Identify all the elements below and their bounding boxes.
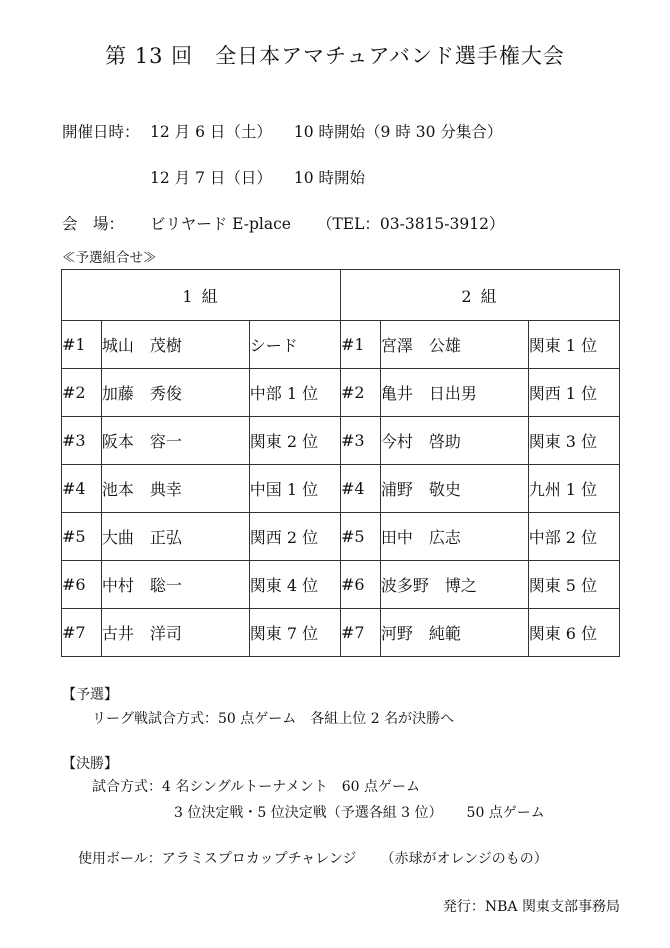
seed-cell: #4 [62, 465, 102, 513]
preliminary-rule [92, 708, 454, 728]
player-rank: 中部 2 位 [528, 513, 619, 561]
table-row [62, 369, 620, 417]
group-2-title: 2 組 [340, 270, 619, 321]
player-rank: 関東 1 位 [528, 321, 619, 369]
seed-cell: #6 [62, 561, 102, 609]
seed-cell: #1 [62, 321, 102, 369]
schedule-day2 [62, 166, 365, 188]
player-name: 亀井 日出男 [380, 369, 528, 417]
seed-cell: #5 [340, 513, 380, 561]
draw-heading: ≪予選組合せ≫ [62, 250, 157, 266]
player-name: 中村 聡一 [101, 561, 249, 609]
table-row [62, 513, 620, 561]
page-title: 第 13 回 全日本アマチュアバンド選手権大会 [105, 44, 565, 68]
table-row [62, 561, 620, 609]
venue-name: ビリヤード E-place [150, 215, 291, 233]
seed-cell: #3 [62, 417, 102, 465]
player-name: 浦野 敬史 [380, 465, 528, 513]
seed-cell: #7 [340, 609, 380, 657]
player-rank: 関東 6 位 [528, 609, 619, 657]
player-name: 古井 洋司 [101, 609, 249, 657]
player-rank: 関東 5 位 [528, 561, 619, 609]
player-name: 阪本 容一 [101, 417, 249, 465]
ball-note: （赤球がオレンジのもの） [380, 851, 548, 867]
player-name: 波多野 博之 [380, 561, 528, 609]
player-rank: 関東 2 位 [249, 417, 340, 465]
ball-label: 使用ボール： [78, 851, 162, 867]
final-format-main-game: 60 点ゲーム [341, 779, 421, 795]
player-name: 田中 広志 [380, 513, 528, 561]
day2-date: 12 月 7 日（日） [150, 169, 272, 187]
player-rank: 中部 1 位 [249, 369, 340, 417]
player-rank: シード [249, 321, 340, 369]
final-format-label: 試合方式： [92, 779, 162, 795]
seed-cell: #2 [340, 369, 380, 417]
player-rank: 関東 3 位 [528, 417, 619, 465]
seed-cell: #1 [340, 321, 380, 369]
day1-start: 10 時開始 [293, 123, 366, 141]
final-format-sub: 3 位決定戦・5 位決定戦（予選各組 3 位） [174, 805, 443, 821]
venue-label: 会 場： [62, 215, 125, 233]
seed-cell: #5 [62, 513, 102, 561]
preliminary-advance: 各組上位 2 名が決勝へ [310, 711, 455, 727]
final-rule-sub [174, 802, 545, 822]
player-rank: 関西 2 位 [249, 513, 340, 561]
table-row [62, 465, 620, 513]
venue-tel: （TEL：03-3815-3912） [316, 215, 505, 233]
seed-cell: #3 [340, 417, 380, 465]
ball-info [78, 848, 548, 868]
player-name: 大曲 正弘 [101, 513, 249, 561]
final-rule-main [92, 776, 420, 796]
player-rank: 中国 1 位 [249, 465, 340, 513]
final-heading: 【決勝】 [62, 756, 118, 772]
seed-cell: #7 [62, 609, 102, 657]
player-rank: 関東 4 位 [249, 561, 340, 609]
preliminary-format-game: 50 点ゲーム [218, 711, 297, 727]
day1-date: 12 月 6 日（土） [150, 123, 272, 141]
player-name: 城山 茂樹 [101, 321, 249, 369]
seed-cell: #6 [340, 561, 380, 609]
seed-cell: #4 [340, 465, 380, 513]
table-row [62, 609, 620, 657]
day1-note: （9 時 30 分集合） [365, 123, 503, 141]
ball-name: アラミスプロカップチャレンジ [161, 851, 357, 867]
schedule-day1 [62, 120, 502, 142]
player-rank: 関東 7 位 [249, 609, 340, 657]
player-name: 池本 典幸 [101, 465, 249, 513]
venue [62, 212, 504, 234]
player-rank: 九州 1 位 [528, 465, 619, 513]
player-name: 宮澤 公雄 [380, 321, 528, 369]
table-row [62, 417, 620, 465]
preliminary-heading: 【予選】 [62, 687, 118, 703]
player-name: 河野 純範 [380, 609, 528, 657]
player-name: 今村 啓助 [380, 417, 528, 465]
preliminary-format-label: リーグ戦試合方式： [92, 711, 218, 727]
draw-table [61, 269, 620, 657]
player-name: 加藤 秀俊 [101, 369, 249, 417]
table-row [62, 321, 620, 369]
group-1-title: 1 組 [62, 270, 341, 321]
day2-start: 10 時開始 [293, 169, 366, 187]
final-format-main: 4 名シングルトーナメント [162, 779, 328, 795]
schedule-label: 開催日時： [62, 123, 140, 141]
publisher: 発行：NBA 関東支部事務局 [442, 899, 620, 915]
seed-cell: #2 [62, 369, 102, 417]
player-rank: 関西 1 位 [528, 369, 619, 417]
final-format-sub-game: 50 点ゲーム [466, 805, 545, 821]
